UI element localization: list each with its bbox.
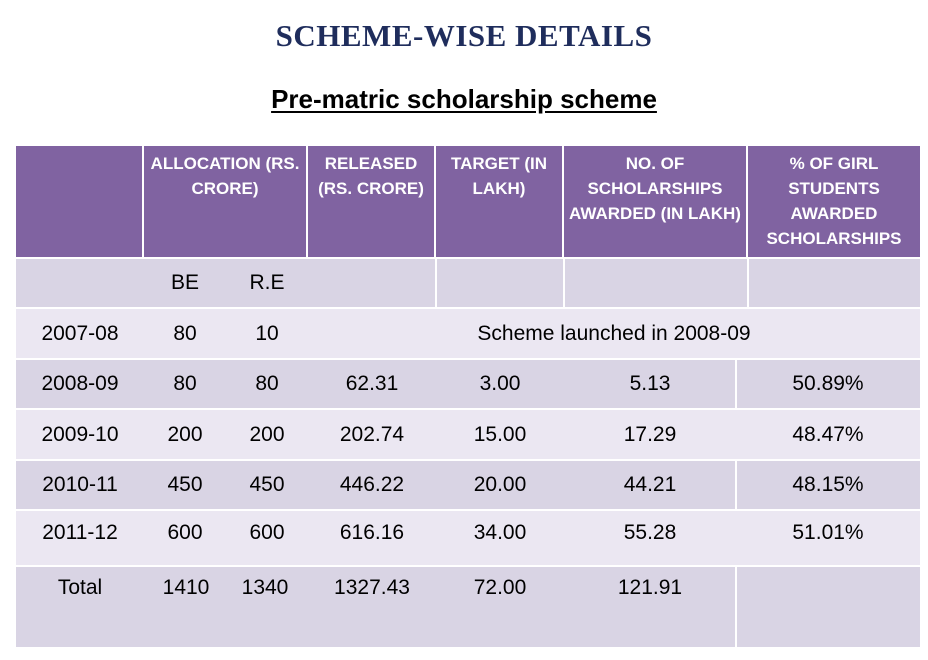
year-cell: 2007-08 xyxy=(41,321,119,345)
target-cell: 15.00 xyxy=(473,422,527,446)
girls-cell: 50.89% xyxy=(792,372,864,395)
header-target: TARGET (IN LAKH) xyxy=(436,146,564,257)
re-cell: 80 xyxy=(255,372,279,395)
awarded-cell: 55.28 xyxy=(623,521,677,544)
released-cell: 1327.43 xyxy=(334,576,410,599)
divider xyxy=(747,259,749,307)
subtitle-text: Pre-matric scholarship scheme xyxy=(271,84,657,114)
re-cell: 10 xyxy=(255,321,279,345)
page-subtitle xyxy=(0,84,928,115)
target-cell: 72.00 xyxy=(473,576,527,599)
divider xyxy=(735,461,737,509)
girls-cell: 48.15% xyxy=(792,473,864,496)
be-cell: 80 xyxy=(173,372,197,395)
year-cell: 2010-11 xyxy=(42,473,118,496)
year-cell: 2009-10 xyxy=(41,422,119,446)
be-cell: 450 xyxy=(167,473,203,496)
released-cell: 62.31 xyxy=(345,372,399,395)
awarded-cell: 44.21 xyxy=(623,473,677,496)
target-cell: 3.00 xyxy=(479,372,521,395)
divider xyxy=(563,259,565,307)
subheader-be: BE xyxy=(144,259,226,307)
page-title: SCHEME-WISE DETAILS xyxy=(275,18,653,53)
re-cell: 450 xyxy=(249,473,285,496)
year-cell: 2011-12 xyxy=(42,521,118,544)
re-cell: 1340 xyxy=(241,576,289,599)
be-cell: 80 xyxy=(173,321,197,345)
divider xyxy=(735,567,737,647)
note-cell: Scheme launched in 2008-09 xyxy=(477,321,751,345)
divider xyxy=(435,259,437,307)
header-allocation: ALLOCATION (RS. CRORE) xyxy=(144,146,308,257)
header-year xyxy=(16,146,144,257)
be-cell: 1410 xyxy=(162,576,210,599)
be-cell: 200 xyxy=(167,422,203,446)
girls-cell: 48.47% xyxy=(792,422,864,446)
subheader-re: R.E xyxy=(226,259,308,307)
header-girls: % OF GIRL STUDENTS AWARDED SCHOLARSHIPS xyxy=(748,146,920,257)
be-cell: 600 xyxy=(167,521,203,544)
released-cell: 446.22 xyxy=(339,473,405,496)
awarded-cell: 121.91 xyxy=(617,576,683,599)
re-cell: 600 xyxy=(249,521,285,544)
re-cell: 200 xyxy=(249,422,285,446)
divider xyxy=(735,360,737,408)
target-cell: 20.00 xyxy=(473,473,527,496)
year-cell: 2008-09 xyxy=(41,372,119,395)
released-cell: 616.16 xyxy=(339,521,405,544)
awarded-cell: 17.29 xyxy=(623,422,677,446)
awarded-cell: 5.13 xyxy=(629,372,671,395)
subheader-empty xyxy=(16,259,144,307)
subheader-blank xyxy=(308,259,920,307)
target-cell: 34.00 xyxy=(473,521,527,544)
header-awarded: NO. OF SCHOLARSHIPS AWARDED (IN LAKH) xyxy=(564,146,748,257)
header-released: RELEASED (RS. CRORE) xyxy=(308,146,436,257)
total-label: Total xyxy=(57,576,103,599)
girls-cell: 51.01% xyxy=(792,521,864,544)
released-cell: 202.74 xyxy=(339,422,405,446)
